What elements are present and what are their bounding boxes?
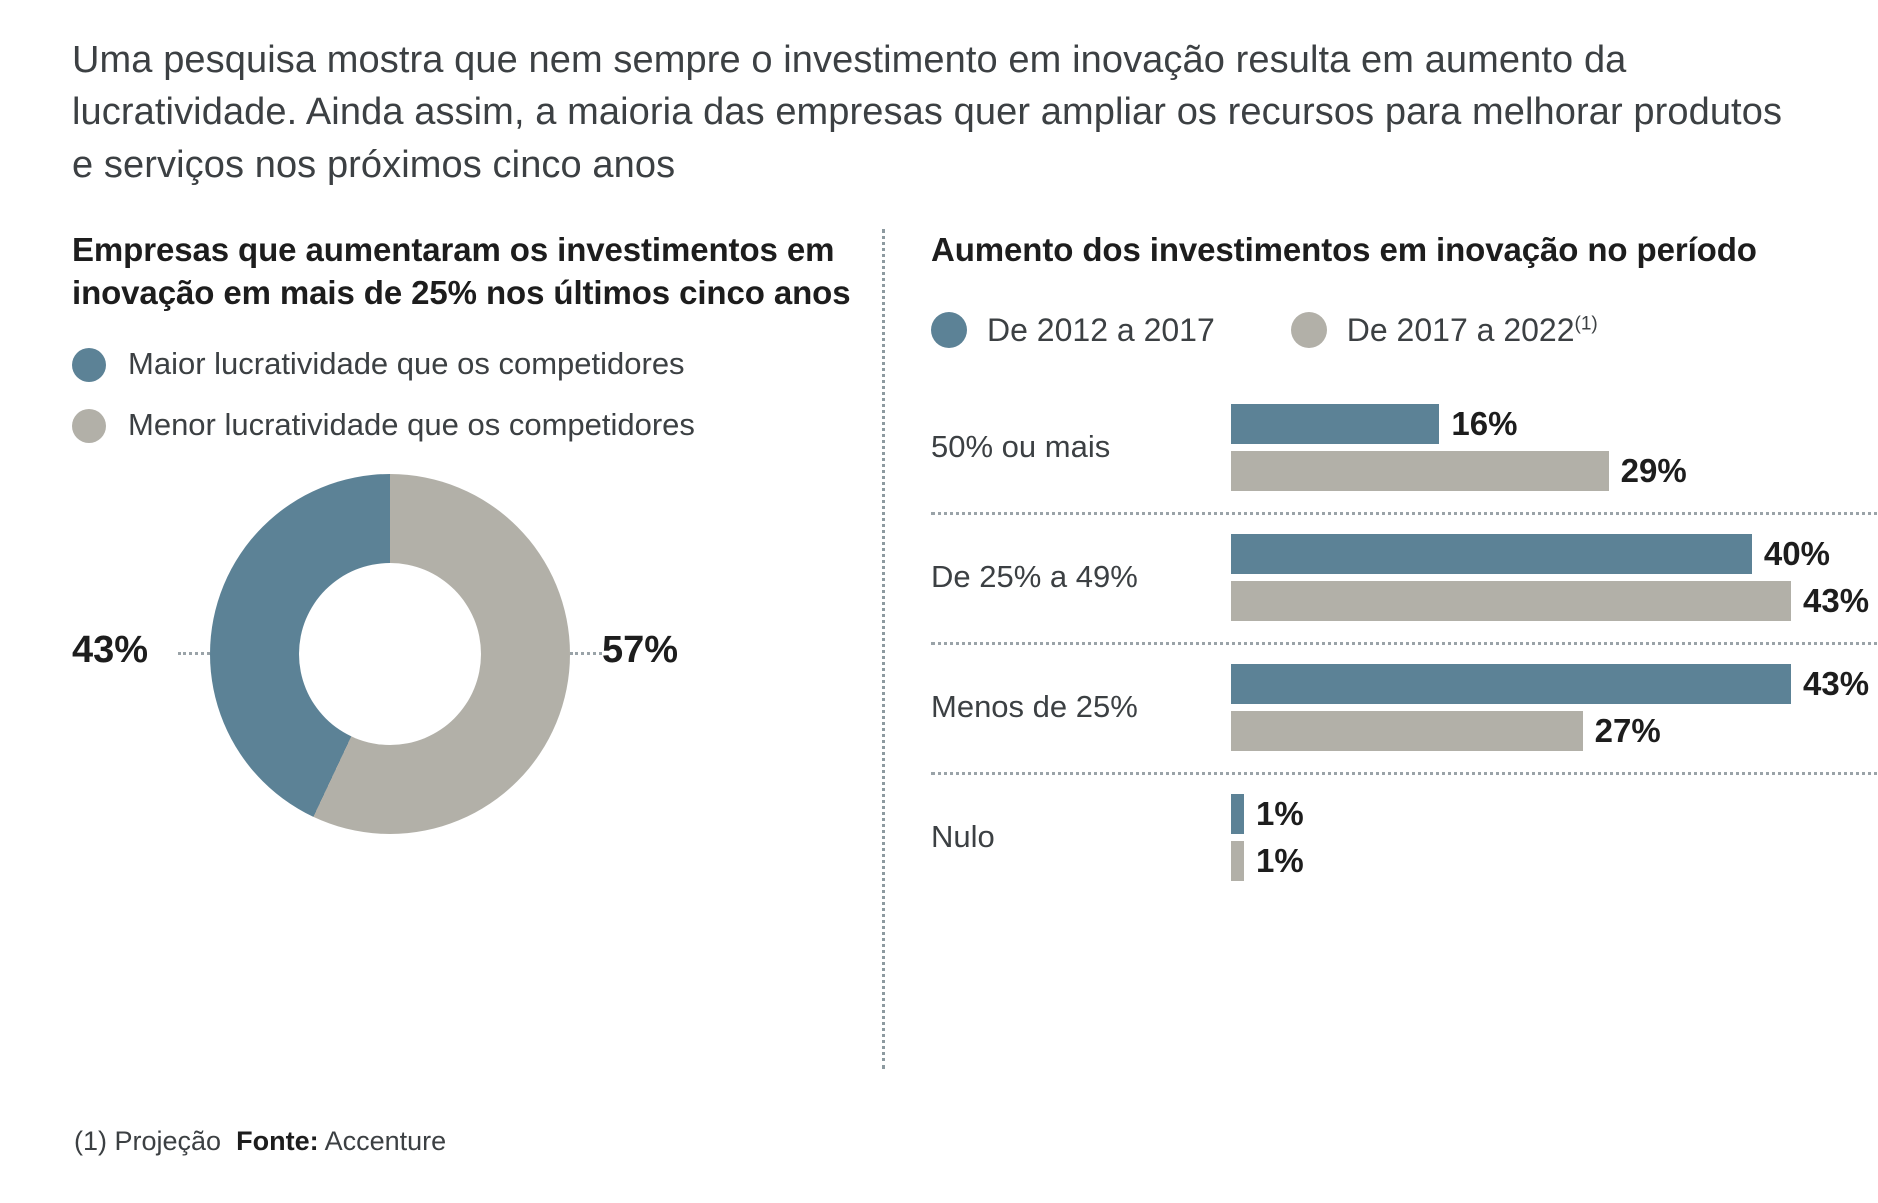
- footnote: [74, 1126, 446, 1157]
- legend-color-dot-blue: [72, 348, 106, 382]
- legend-label-2017-2022: [1347, 312, 1598, 349]
- bar-line-series2: [1231, 839, 1878, 883]
- bar-value-series1: 1%: [1256, 794, 1304, 832]
- column-divider: [882, 229, 885, 1069]
- footnote-note: (1) Projeção: [74, 1126, 222, 1156]
- legend-footnote-marker: (1): [1574, 312, 1598, 334]
- bar-series2: [1231, 581, 1791, 621]
- bar-line-series2: [1231, 579, 1878, 623]
- bar-line-series2: [1231, 709, 1878, 753]
- legend-item-2017-2022: [1291, 312, 1598, 349]
- legend-label-2012-2017: De 2012 a 2017: [987, 311, 1215, 348]
- legend-color-dot-blue: [931, 312, 967, 348]
- bar-row-50-ou-mais: [931, 385, 1878, 515]
- bar-category-label: Nulo: [931, 819, 995, 855]
- bar-pair: [1231, 789, 1878, 886]
- bar-line-series1: [1231, 792, 1878, 836]
- bar-category-label: 50% ou mais: [931, 429, 1111, 465]
- bar-row-menos-de-25: [931, 645, 1878, 775]
- bar-series2: [1231, 451, 1609, 491]
- bar-series2: [1231, 841, 1244, 881]
- bar-row-nulo: [931, 775, 1878, 902]
- donut-hole: [299, 563, 481, 745]
- bar-line-series1: [1231, 662, 1878, 706]
- donut-leader-right: [570, 652, 602, 655]
- bar-pair: [1231, 659, 1878, 756]
- bar-category-label: Menos de 25%: [931, 689, 1138, 725]
- donut-chart-panel: [72, 229, 872, 864]
- donut-value-right: 57%: [602, 628, 679, 671]
- bar-chart-rows: [931, 385, 1878, 902]
- bar-value-series1: 43%: [1803, 664, 1870, 702]
- bar-value-series2: 1%: [1256, 841, 1304, 879]
- donut-value-left: 43%: [72, 628, 149, 671]
- bar-series1: [1231, 794, 1244, 834]
- legend-item-maior: [72, 344, 872, 383]
- donut-ring: [210, 474, 570, 834]
- legend-item-2012-2017: [931, 312, 1215, 349]
- charts-container: [72, 229, 1870, 1069]
- bar-series2: [1231, 711, 1583, 751]
- footnote-source-label: Fonte:: [236, 1126, 319, 1156]
- page-title: Uma pesquisa mostra que nem sempre o investimento em inovação resulta em aumento da lucratividade. Ainda assim, a maioria das empresas quer ampliar os recursos para melhorar produtos e serviços nos próximos cinco anos: [72, 39, 1783, 186]
- bar-pair: [1231, 529, 1878, 626]
- donut-chart: [72, 474, 872, 864]
- bar-category-label: De 25% a 49%: [931, 559, 1138, 595]
- bar-series1: [1231, 404, 1439, 444]
- footnote-source: Accenture: [324, 1126, 447, 1156]
- legend-label-menor: Menor lucratividade que os competidores: [128, 406, 695, 442]
- bar-value-series1: 40%: [1763, 534, 1830, 572]
- legend-color-dot-gray: [1291, 312, 1327, 348]
- donut-legend: [72, 344, 872, 444]
- bar-legend: [931, 312, 1878, 349]
- bar-row-25-a-49: [931, 515, 1878, 645]
- bar-value-series2: 43%: [1803, 581, 1870, 619]
- bar-chart-title: Aumento dos investimentos em inovação no período: [931, 231, 1757, 269]
- bar-series1: [1231, 534, 1752, 574]
- legend-item-menor: [72, 405, 872, 444]
- legend-color-dot-gray: [72, 409, 106, 443]
- bar-value-series2: 27%: [1594, 711, 1661, 749]
- donut-chart-title: Empresas que aumentaram os investimentos em inovação em mais de 25% nos últimos cinco anos: [72, 231, 851, 311]
- legend-label-maior: Maior lucratividade que os competidores: [128, 345, 685, 381]
- bar-line-series1: [1231, 402, 1878, 446]
- legend-label-text: De 2017 a 2022: [1346, 311, 1575, 348]
- bar-value-series2: 29%: [1620, 451, 1687, 489]
- bar-value-series1: 16%: [1451, 404, 1518, 442]
- bar-series1: [1231, 664, 1791, 704]
- donut-leader-left: [178, 652, 210, 655]
- bar-chart-panel: [931, 229, 1878, 901]
- bar-line-series2: [1231, 449, 1878, 493]
- bar-pair: [1231, 399, 1878, 496]
- bar-line-series1: [1231, 532, 1878, 576]
